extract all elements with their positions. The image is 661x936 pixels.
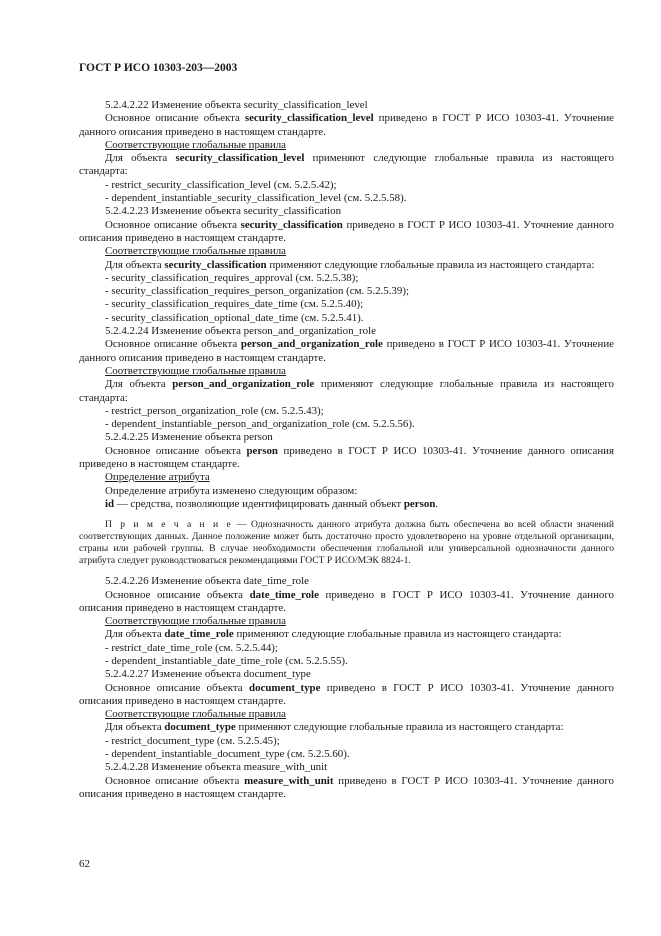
rule-item: - security_classification_requires_approval (см. 5.2.5.38); (105, 271, 359, 284)
rules-intro-24: Для объекта person_and_organization_role применяют следующие глобальные правила из настоящего стандарта: (79, 378, 614, 404)
rules-intro-22: Для объекта security_classification_level применяют следующие глобальные правила из настоящего стандарта: (79, 152, 614, 178)
basic-description-23: Основное описание объекта security_classification приведено в ГОСТ Р ИСО 10303-41. Уточнение данного описания приведено в настоящем стандарте. (79, 218, 614, 244)
attribute-definition: id — средства, позволяющие идентифицировать данный объект person. (105, 497, 439, 510)
section-heading-28: 5.2.4.2.28 Изменение объекта measure_with_unit (105, 761, 328, 774)
document-body (79, 99, 614, 801)
section-heading-22: 5.2.4.2.22 Изменение объекта security_classification_level (105, 99, 368, 111)
section-heading-25: 5.2.4.2.25 Изменение объекта person (105, 431, 273, 444)
rule-item: - security_classification_optional_date_time (см. 5.2.5.41). (105, 311, 364, 324)
rules-intro-27: Для объекта document_type применяют следующие глобальные правила из настоящего стандарта: (105, 721, 564, 734)
attribute-heading: Определение атрибута (105, 471, 210, 484)
rule-item: - dependent_instantiable_person_and_organization_role (см. 5.2.5.56). (105, 418, 415, 431)
section-heading-23: 5.2.4.2.23 Изменение объекта security_classification (105, 205, 342, 218)
basic-description-24: Основное описание объекта person_and_organization_role приведено в ГОСТ Р ИСО 10303-41. Уточнение данного описания приведено в настоящем стандарте. (79, 338, 614, 364)
note: П р и м е ч а н и е — Однозначность данного атрибута должна быть обеспечена во всей области значений соответствующих данных. Данное положение может быть достаточно просто удовлетворено на уровне отдельной организации, страны или рабочей группы. В случае необходимости обеспечения глобальной или универсальной однозначности данного атрибута следует руководствоваться рекомендациями ГОСТ Р ИСО/МЭК 8824-1. (79, 519, 614, 567)
rules-heading-26: Соответствующие глобальные правила (105, 615, 287, 628)
rule-item: - dependent_instantiable_date_time_role (см. 5.2.5.55). (105, 654, 348, 667)
page-number: 62 (79, 858, 90, 870)
rules-intro-26: Для объекта date_time_role применяют следующие глобальные правила из настоящего стандарта: (105, 628, 562, 641)
rule-item: - dependent_instantiable_document_type (см. 5.2.5.60). (105, 748, 350, 761)
basic-description-27: Основное описание объекта document_type приведено в ГОСТ Р ИСО 10303-41. Уточнение данного описания приведено в настоящем стандарте. (79, 681, 614, 707)
rules-heading-23: Соответствующие глобальные правила (105, 245, 287, 258)
rule-item: - dependent_instantiable_security_classification_level (см. 5.2.5.58). (105, 192, 407, 205)
document-header: ГОСТ Р ИСО 10303-203—2003 (79, 62, 238, 74)
rule-item: - security_classification_requires_person_organization (см. 5.2.5.39); (105, 285, 409, 298)
basic-description-28: Основное описание объекта measure_with_unit приведено в ГОСТ Р ИСО 10303-41. Уточнение данного описания приведено в настоящем стандарте. (79, 774, 614, 800)
rule-item: - security_classification_requires_date_time (см. 5.2.5.40); (105, 298, 364, 311)
rule-item: - restrict_security_classification_level (см. 5.2.5.42); (105, 178, 337, 191)
rules-intro-23: Для объекта security_classification применяют следующие глобальные правила из настоящего стандарта: (105, 258, 595, 271)
section-heading-27: 5.2.4.2.27 Изменение объекта document_type (105, 668, 311, 681)
rule-item: - restrict_person_organization_role (см. 5.2.5.43); (105, 404, 324, 417)
attribute-changed: Определение атрибута изменено следующим образом: (105, 484, 358, 497)
basic-description-25: Основное описание объекта person приведено в ГОСТ Р ИСО 10303-41. Уточнение данного описания приведено в настоящем стандарте. (79, 444, 614, 471)
section-heading-26: 5.2.4.2.26 Изменение объекта date_time_role (105, 575, 309, 588)
rules-heading-27: Соответствующие глобальные правила (105, 708, 287, 721)
rule-item: - restrict_date_time_role (см. 5.2.5.44); (105, 641, 278, 654)
rules-heading-24: Соответствующие глобальные правила (105, 364, 287, 377)
basic-description-22: Основное описание объекта security_classification_level приведено в ГОСТ Р ИСО 10303-41. Уточнение данного описания приведено в настоящем стандарте. (79, 112, 614, 138)
rules-heading-22: Соответствующие глобальные правила (105, 138, 287, 151)
section-heading-24: 5.2.4.2.24 Изменение объекта person_and_organization_role (105, 325, 376, 338)
basic-description-26: Основное описание объекта date_time_role приведено в ГОСТ Р ИСО 10303-41. Уточнение данного описания приведено в настоящем стандарте. (79, 588, 614, 614)
rule-item: - restrict_document_type (см. 5.2.5.45); (105, 734, 280, 747)
